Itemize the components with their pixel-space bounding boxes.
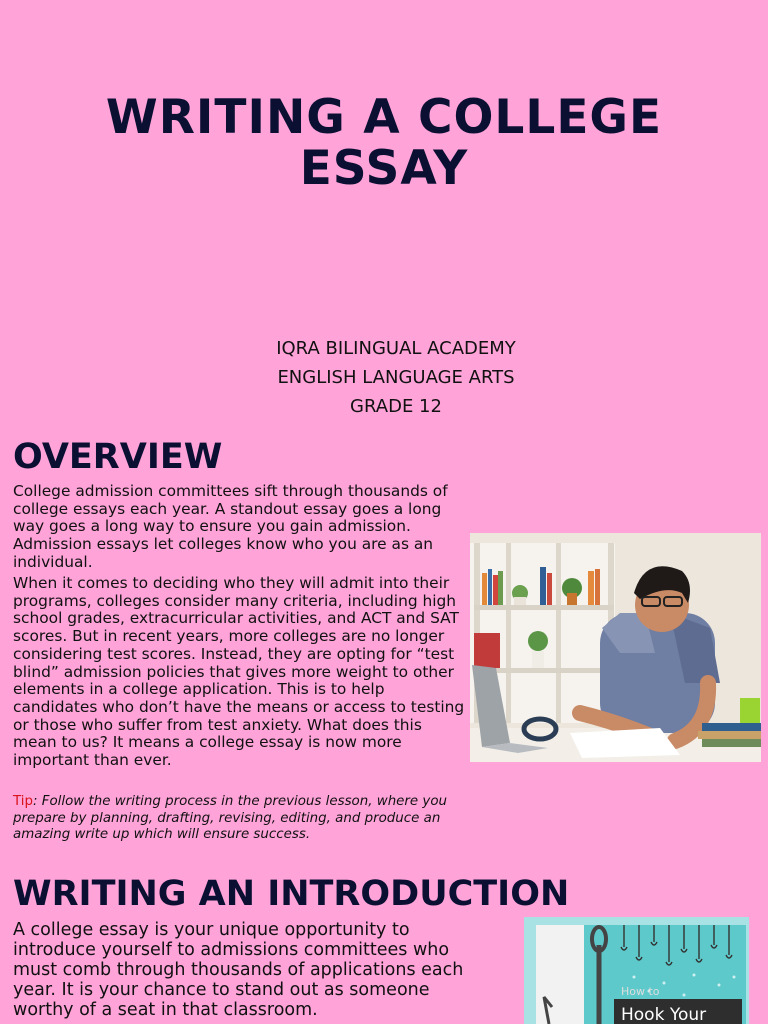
page-title [0,92,768,194]
tip-text: : Follow the writing process in the previous lesson, where you prepare by planning, drafting, revising, editing, and produce an amazing write up which will ensure success. [13,794,448,842]
student-writing-illustration [470,533,761,762]
title-line-2: ESSAY [299,141,469,196]
subject-name: ENGLISH LANGUAGE ARTS [277,367,515,388]
introduction-paragraph: A college essay is your unique opportunity to introduce yourself to admissions committees who must comb through thousands of applications each year. It is your chance to stand out as someone worthy of a seat in that classroom. [13,920,464,1020]
subtitle-block [0,334,768,421]
title-line-1: WRITING A COLLEGE [105,90,663,145]
student-writing-photo [470,533,761,762]
grade-level: GRADE 12 [350,396,442,417]
school-name: IQRA BILINGUAL ACADEMY [276,338,516,359]
overview-heading: OVERVIEW [13,437,223,477]
overview-paragraph-2: When it comes to deciding who they will admit into their programs, colleges consider many criteria, including high school grades, extracurricular activities, and ACT and SAT scores. But in recent years, more colleges are no longer considering test scores. Instead, they are opting for “test blind” admission policies that gives more weight to other elements in a college application. This is to help candidates who don’t have the means or access to testing or those who suffer from test anxiety. What does this mean to us? It means a college essay is now more important than ever. [13,574,465,770]
hook-image-line-2: Hook Your [621,1005,707,1024]
introduction-heading: WRITING AN INTRODUCTION [13,874,570,914]
tip-note [13,794,468,844]
hook-image-line-1: How to [621,985,660,998]
tip-label: Tip [13,794,33,809]
overview-paragraph-1: College admission committees sift through thousands of college essays each year. A standout essay goes a long way goes a long way to ensure you gain admission. Admission essays let colleges know who you are as an individual. [13,482,448,571]
hook-your-reader-image [524,917,749,1024]
fishhook-illustration [524,917,749,1024]
